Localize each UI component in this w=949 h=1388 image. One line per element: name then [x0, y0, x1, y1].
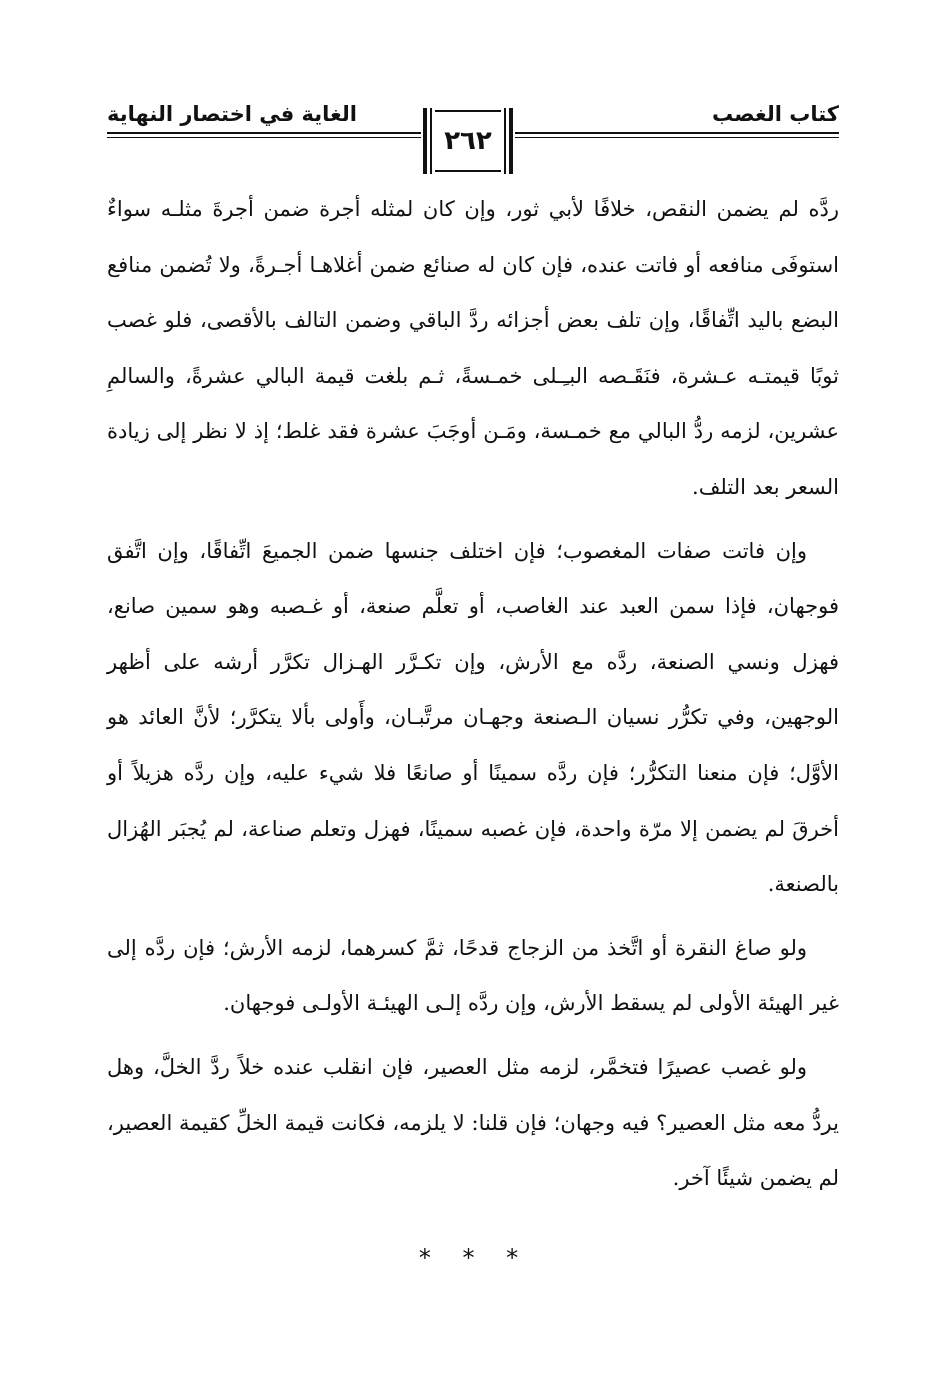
- page-number-frame: [423, 108, 513, 174]
- paragraph-3: ولو صاغ النقرة أو اتَّخذ من الزجاج قدحًا، ثمَّ كسرهما، لزمه الأرش؛ فإن ردَّه إلى غير الهيئة الأولى لم يسقط الأرش، وإن ردَّه إلـى الهيئـة الأولـى فوجهان.: [107, 935, 839, 1016]
- paragraph-1: ردَّه لم يضمن النقص، خلافًا لأبي ثور، وإن كان لمثله أجرة ضمن أجرةَ مثلـه سواءٌ استوفَى منافعه أو فاتت عنده، فإن كان له صنائع ضمن أغلاهـا أجـرةً، ولا تُضمن منافع البضع باليد اتِّفاقًا، وإن تلف بعض أجزائه ردَّ الباقي وضمن التالف بالأقصى، فلو غصب ثوبًا قيمتـه عـشرة، فنَقَـصه البـِـلى خمـسةً، ثـم بلغت قيمة البالي عشرةً، والسالمِ عشرين، لزمه ردُّ البالي مع خمـسة، ومَـن أوجَبَ عشرة فقد غلط؛ إذ لا نظر إلى زيادة السعر بعد التلف.: [107, 197, 839, 499]
- body-text: [107, 182, 839, 1215]
- frame-top-line: [435, 110, 501, 112]
- header-rule-right: [515, 132, 839, 134]
- frame-bottom-line: [435, 170, 501, 172]
- section-separator: * * *: [418, 1244, 531, 1272]
- paragraph-4: ولو غصب عصيرًا فتخمَّر، لزمه مثل العصير، فإن انقلب عنده خلاً ردَّ الخلَّ، وهل يردُّ معه مثل العصير؟ فيه وجهان؛ فإن قلنا: لا يلزمه، فكانت قيمة الخلِّ كقيمة العصير، لم يضمن شيئًا آخر.: [107, 1054, 839, 1191]
- page-number: ٢٦٢: [444, 126, 492, 156]
- paragraph-2: وإن فاتت صفات المغصوب؛ فإن اختلف جنسها ضمن الجميعَ اتِّفاقًا، وإن اتَّفق فوجهان، فإذا سمن العبد عند الغاصب، أو تعلَّم صنعة، أو غـصبه وهو سمين صانع، فهزل ونسي الصنعة، ردَّه مع الأرش، وإن تكـرَّر الهـزال تكرَّر أرشه على أظهر الوجهين، وفي تكرُّر نسيان الـصنعة وجهـان مرتَّبـان، وأَولى بألا يتكرَّر؛ لأنَّ العائد هو الأوَّل؛ فإن منعنا التكرُّر؛ فإن ردَّه سمينًا أو صانعًا فلا شيء عليه، وإن ردَّه هزيلاً أو أخرقَ لم يضمن إلا مرّة واحدة، فإن غصبه سمينًا، فهزل وتعلم صناعة، لم يُجبَر الهُزال بالصنعة.: [107, 538, 839, 897]
- header-rule-left: [107, 132, 421, 134]
- chapter-title: كتاب الغصب: [712, 102, 839, 126]
- running-header: [107, 98, 839, 178]
- header-rule-left-thin: [107, 137, 421, 138]
- header-rule-right-thin: [515, 137, 839, 138]
- book-title: الغاية في اختصار النهاية: [107, 102, 357, 126]
